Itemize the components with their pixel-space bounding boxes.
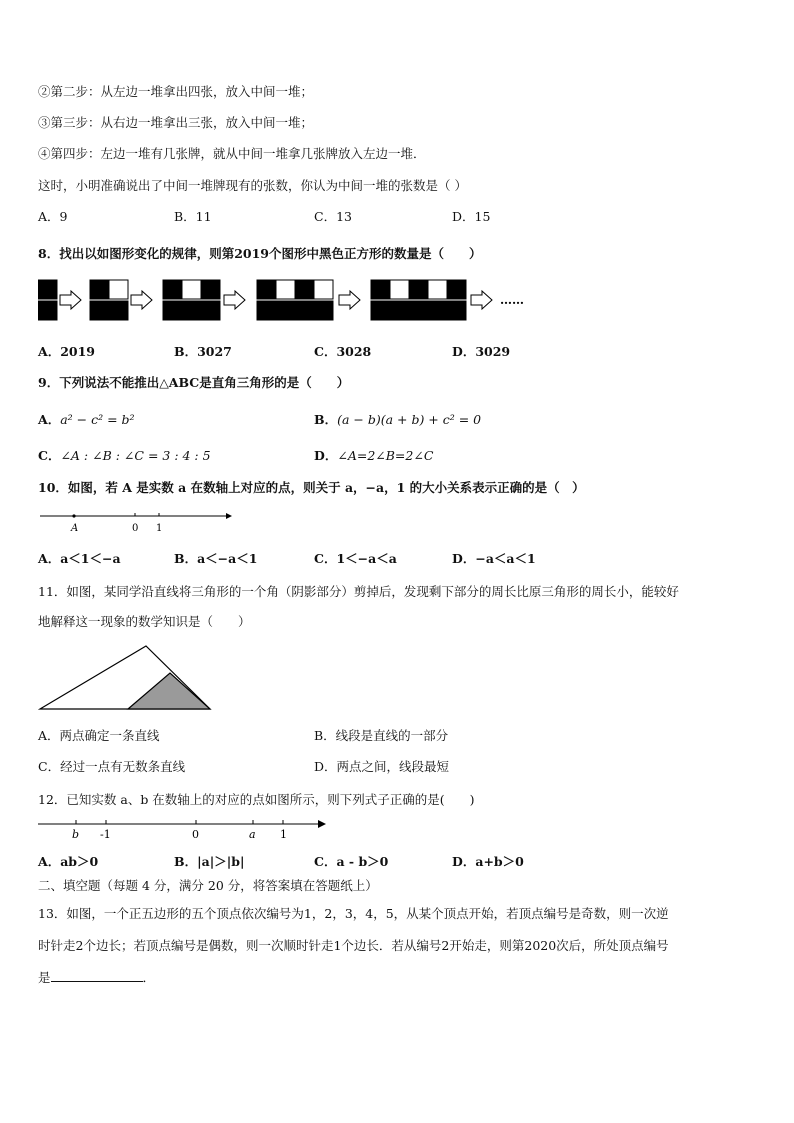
q12-option-d: D．a+b＞0 <box>452 854 524 869</box>
white-square <box>182 280 201 299</box>
label-one: 1 <box>280 828 287 841</box>
q9-option-a-label: A． <box>38 412 61 427</box>
arrow-icon <box>60 291 81 309</box>
q11-stem-line-1: 11．如图，某同学沿直线将三角形的一个角（阴影部分）剪掉后，发现剩下部分的周长比原三角形的周长小，能较好 <box>38 584 679 599</box>
answer-blank[interactable] <box>51 969 143 982</box>
arrow-icon <box>131 291 152 309</box>
q12-option-b: B．|a|＞|b| <box>174 854 245 869</box>
white-square <box>314 280 333 299</box>
q13-line-2: 时针走2个边长；若顶点编号是偶数，则一次顺时针走1个边长．若从编号2开始走，则第2020次后，所处顶点编号 <box>38 938 669 953</box>
step-3: ③第三步：从右边一堆拿出三张，放入中间一堆； <box>38 115 314 130</box>
q13-line-1: 13．如图，一个正五边形的五个顶点依次编号为1，2，3，4，5，从某个顶点开始，若顶点编号是奇数，则一次逆 <box>38 906 669 921</box>
q9-option-d <box>314 448 433 464</box>
q12-number-line <box>38 816 332 844</box>
label-one: 1 <box>156 523 163 534</box>
black-square <box>409 280 428 299</box>
q12-stem: 12．已知实数 a、b 在数轴上的对应的点如图所示，则下列式子正确的是( ) <box>38 792 475 807</box>
arrow-icon <box>471 291 492 309</box>
black-square <box>276 301 295 320</box>
black-square <box>182 301 201 320</box>
black-square <box>38 301 57 320</box>
q11-triangle-figure <box>38 643 218 713</box>
q10-option-b: B．a＜−a＜1 <box>174 551 258 566</box>
q7-option-c: C．13 <box>314 209 352 224</box>
point-a <box>72 514 75 517</box>
black-square <box>371 280 390 299</box>
section-2-title: 二、填空题（每题 4 分，满分 20 分，将答案填在答题纸上） <box>38 878 378 893</box>
q7-option-d: D．15 <box>452 209 491 224</box>
q10-number-line <box>38 506 238 536</box>
q8-stem: 8．找出以如图形变化的规律，则第2019个图形中黑色正方形的数量是（ ） <box>38 246 482 261</box>
step-2: ②第二步：从左边一堆拿出四张，放入中间一堆； <box>38 84 314 99</box>
step-4: ④第四步：左边一堆有几张牌，就从中间一堆拿几张牌放入左边一堆． <box>38 146 426 161</box>
q9-option-d-math: ∠A=2∠B=2∠C <box>337 448 434 463</box>
label-a: A <box>71 523 79 534</box>
black-square <box>314 301 333 320</box>
q12-option-a: A．ab＞0 <box>38 854 99 869</box>
black-square <box>38 280 57 299</box>
q9-option-a <box>38 412 135 428</box>
q11-stem-line-2: 地解释这一现象的数学知识是（ ） <box>38 614 251 629</box>
label-neg-one: -1 <box>100 828 111 841</box>
q7-option-b: B．11 <box>174 209 212 224</box>
q10-stem: 10．如图，若 A 是实数 a 在数轴上对应的点，则关于 a，−a，1 的大小关系表示正确的是（ ） <box>38 480 585 495</box>
black-square <box>201 301 220 320</box>
q11-option-d: D．两点之间，线段最短 <box>314 759 450 774</box>
q11-option-a: A．两点确定一条直线 <box>38 728 160 743</box>
q7-option-a: A．9 <box>38 209 68 224</box>
black-square <box>295 301 314 320</box>
arrow-icon <box>339 291 360 309</box>
arrow-head-icon <box>318 820 326 828</box>
q13-prefix: 是 <box>38 970 51 985</box>
black-square <box>90 280 109 299</box>
q10-option-d: D．−a＜a＜1 <box>452 551 536 566</box>
q9-option-b-label: B． <box>314 412 338 427</box>
q10-option-c: C．1＜−a＜a <box>314 551 397 566</box>
q7-question: 这时，小明准确说出了中间一堆牌现有的张数，你认为中间一堆的张数是（ ） <box>38 178 467 193</box>
arrow-head-icon <box>226 513 232 519</box>
white-square <box>276 280 295 299</box>
q11-option-b: B．线段是直线的一部分 <box>314 728 449 743</box>
arrow-icon <box>224 291 245 309</box>
q8-option-a: A．2019 <box>38 344 95 359</box>
q11-option-c: C．经过一点有无数条直线 <box>38 759 186 774</box>
q8-ellipsis: …… <box>500 293 524 307</box>
black-square <box>90 301 109 320</box>
q8-option-b: B．3027 <box>174 344 232 359</box>
label-b: b <box>72 828 80 841</box>
black-square <box>257 280 276 299</box>
q9-option-c-label: C． <box>38 448 61 463</box>
q13-line-3 <box>38 969 155 986</box>
black-square <box>409 301 428 320</box>
black-square <box>447 301 466 320</box>
black-square <box>109 301 128 320</box>
q9-stem: 9．下列说法不能推出△ABC是直角三角形的是（ ） <box>38 375 350 390</box>
q12-option-c: C．a - b＞0 <box>314 854 389 869</box>
black-square <box>163 301 182 320</box>
black-square <box>295 280 314 299</box>
q8-pattern-figure <box>38 278 538 324</box>
white-square <box>390 280 409 299</box>
black-square <box>371 301 390 320</box>
q9-option-b <box>314 412 481 428</box>
label-a: a <box>249 828 256 841</box>
black-square <box>257 301 276 320</box>
black-square <box>201 280 220 299</box>
q9-option-c-math: ∠A : ∠B : ∠C = 3 : 4 : 5 <box>60 448 211 463</box>
q8-option-c: C．3028 <box>314 344 372 359</box>
label-zero: 0 <box>132 523 139 534</box>
q13-suffix: ． <box>142 970 156 985</box>
white-square <box>428 280 447 299</box>
white-square <box>109 280 128 299</box>
q9-option-a-math: a² − c² = b² <box>60 412 135 427</box>
q9-option-b-math: (a − b)(a + b) + c² = 0 <box>337 412 482 427</box>
q8-option-d: D．3029 <box>452 344 511 359</box>
q9-option-c <box>38 448 211 464</box>
label-zero: 0 <box>192 828 199 841</box>
black-square <box>390 301 409 320</box>
black-square <box>163 280 182 299</box>
black-square <box>447 280 466 299</box>
black-square <box>428 301 447 320</box>
q10-option-a: A．a＜1＜−a <box>38 551 121 566</box>
q9-option-d-label: D． <box>314 448 338 463</box>
